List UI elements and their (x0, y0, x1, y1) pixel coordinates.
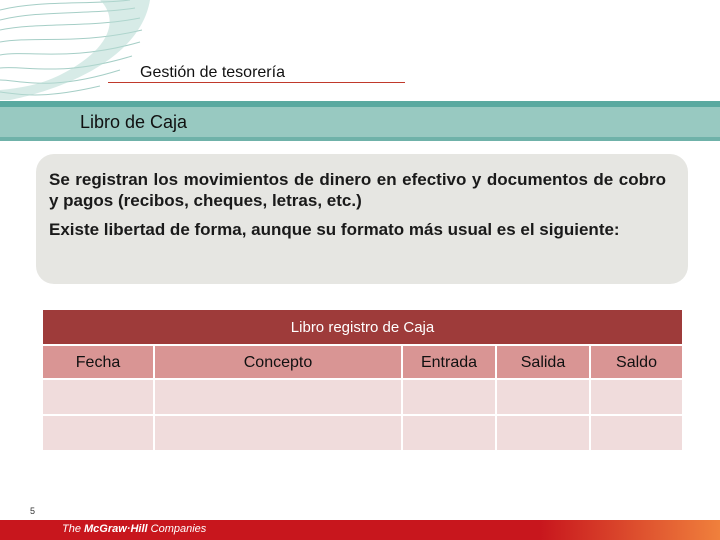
footer-gradient (540, 520, 720, 540)
brand-suffix: Companies (147, 523, 207, 535)
table-cell (154, 415, 402, 451)
table-cell (42, 415, 154, 451)
table-cell (402, 415, 496, 451)
table-cell (496, 415, 590, 451)
column-header-saldo: Saldo (590, 345, 683, 379)
publisher-logo (62, 523, 206, 535)
column-header-fecha: Fecha (42, 345, 154, 379)
brand-prefix: The (62, 523, 85, 535)
table-cell (154, 379, 402, 415)
description-paragraph-2: Existe libertad de forma, aunque su formato más usual es el siguiente: (49, 220, 620, 239)
table-cell (590, 415, 683, 451)
footer-bar (0, 520, 720, 540)
table-cell (42, 379, 154, 415)
decorative-swirl-graphic (0, 0, 150, 100)
table-caption: Libro registro de Caja (42, 309, 683, 345)
column-header-salida: Salida (496, 345, 590, 379)
column-header-entrada: Entrada (402, 345, 496, 379)
section-band-bottom (0, 137, 720, 141)
cash-book-table (41, 308, 684, 452)
section-title: Libro de Caja (80, 112, 188, 132)
table-row (42, 379, 683, 415)
title-underline (108, 82, 405, 83)
table-row (42, 415, 683, 451)
column-header-concepto: Concepto (154, 345, 402, 379)
brand-name: McGraw·Hill (84, 523, 148, 535)
table-cell (496, 379, 590, 415)
page-number: 5 (30, 506, 36, 516)
table-header-row (42, 345, 683, 379)
table-cell (590, 379, 683, 415)
table-cell (402, 379, 496, 415)
page-title: Gestión de tesorería (140, 64, 285, 81)
description-callout (36, 154, 688, 284)
description-paragraph-1: Se registran los movimientos de dinero en efectivo y documentos de cobro y pagos (recibos, cheques, letras, etc.) (49, 170, 666, 210)
